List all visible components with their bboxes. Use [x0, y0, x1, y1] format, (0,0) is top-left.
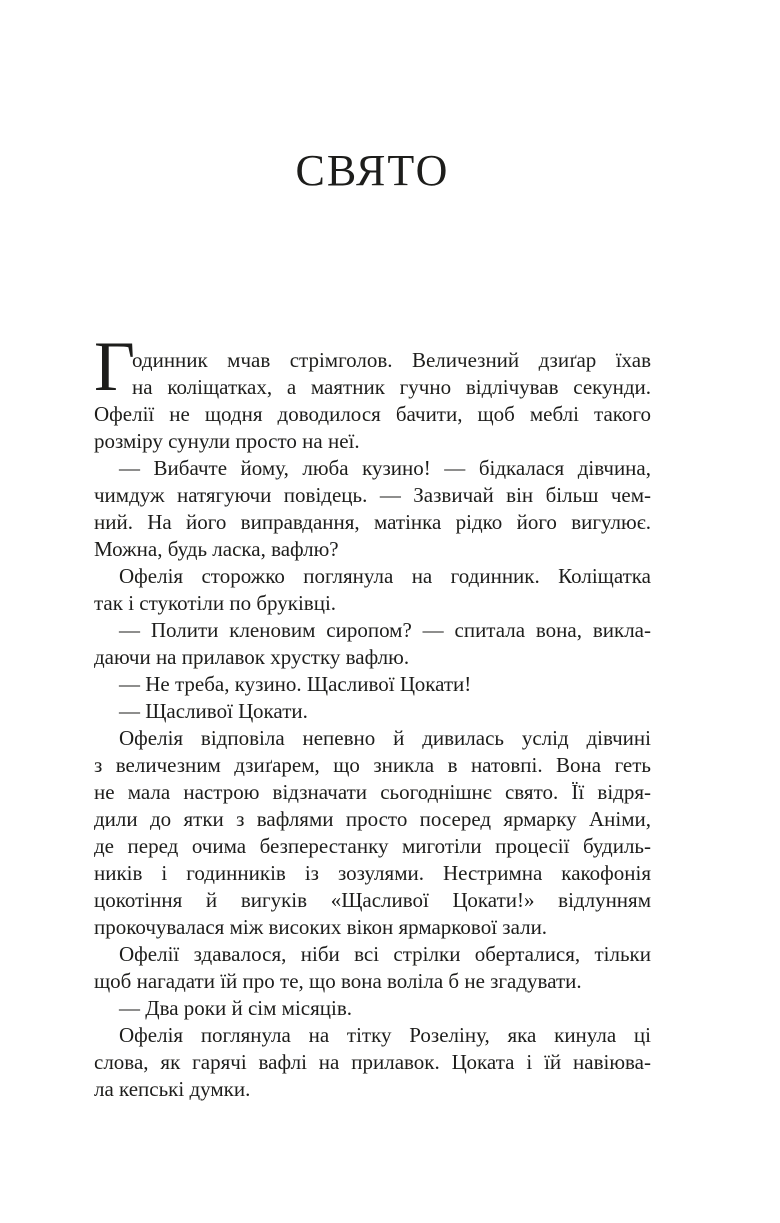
- text-line: — Не треба, кузино. Щасливої Цокати!: [119, 672, 472, 696]
- chapter-title: СВЯТО: [295, 146, 450, 195]
- paragraph: [94, 941, 651, 995]
- text-line: прокочувалася між високих вікон ярмаркової зали.: [94, 915, 548, 939]
- text-line: Офелія поглянула на тітку Розеліну, яка кинула ці: [119, 1023, 651, 1047]
- text-line: Можна, будь ласка, вафлю?: [94, 537, 339, 561]
- text-line: — Вибачте йому, люба кузино! — бідкалася дівчина,: [119, 456, 651, 480]
- text-line: одинник мчав стрімголов. Величезний дзиґар їхав: [132, 348, 651, 372]
- paragraph: [94, 671, 651, 698]
- text-line: чимдуж натягуючи повідець. — Зазвичай він більш чем-: [94, 483, 651, 507]
- text-line: — Два роки й сім місяців.: [119, 996, 352, 1020]
- text-line: — Полити кленовим сиропом? — спитала вона, викла-: [119, 618, 651, 642]
- text-line: не мала настрою відзначати сьогоднішнє свято. Її відря-: [94, 780, 651, 804]
- text-line: щоб нагадати їй про те, що вона воліла б не згадувати.: [94, 969, 582, 993]
- text-line: так і стукотіли по бруківці.: [94, 591, 337, 615]
- paragraph: [94, 328, 651, 455]
- text-line: Офелія сторожко поглянула на годинник. Коліщатка: [119, 564, 651, 588]
- text-line: Офелії здавалося, ніби всі стрілки оберталися, тільки: [119, 942, 651, 966]
- drop-cap: Г: [94, 328, 136, 406]
- text-line: Офелія відповіла непевно й дивилась услід дівчині: [119, 726, 651, 750]
- paragraph: [94, 617, 651, 671]
- text-line: розміру сунули просто на неї.: [94, 429, 360, 453]
- text-line: ників і годинників із зозулями. Нестримна какофонія: [94, 861, 651, 885]
- text-line: — Щасливої Цокати.: [119, 699, 308, 723]
- text-line: з величезним дзиґарем, що зникла в натовпі. Вона геть: [94, 753, 651, 777]
- text-line: Офелії не щодня доводилося бачити, щоб меблі такого: [94, 402, 651, 426]
- paragraph: [94, 455, 651, 563]
- text-line: дили до ятки з вафлями просто посеред ярмарку Аніми,: [94, 807, 651, 831]
- text-line: ла кепські думки.: [94, 1077, 251, 1101]
- text-line: де перед очима безперестанку миготіли процесії будиль-: [94, 834, 651, 858]
- text-line: слова, як гарячі вафлі на прилавок. Цоката і їй навіюва-: [94, 1050, 651, 1074]
- paragraph: [94, 563, 651, 617]
- paragraph: [94, 995, 651, 1022]
- text-line: ний. На його виправдання, матінка рідко його вигулює.: [94, 510, 651, 534]
- text-block: [94, 328, 651, 1103]
- paragraph: [94, 698, 651, 725]
- paragraph: [94, 1022, 651, 1103]
- text-line: даючи на прилавок хрустку вафлю.: [94, 645, 410, 669]
- text-line: цокотіння й вигуків «Щасливої Цокати!» відлунням: [94, 888, 651, 912]
- text-line: на коліщатках, а маятник гучно відлічував секунди.: [132, 375, 651, 399]
- paragraph: [94, 725, 651, 941]
